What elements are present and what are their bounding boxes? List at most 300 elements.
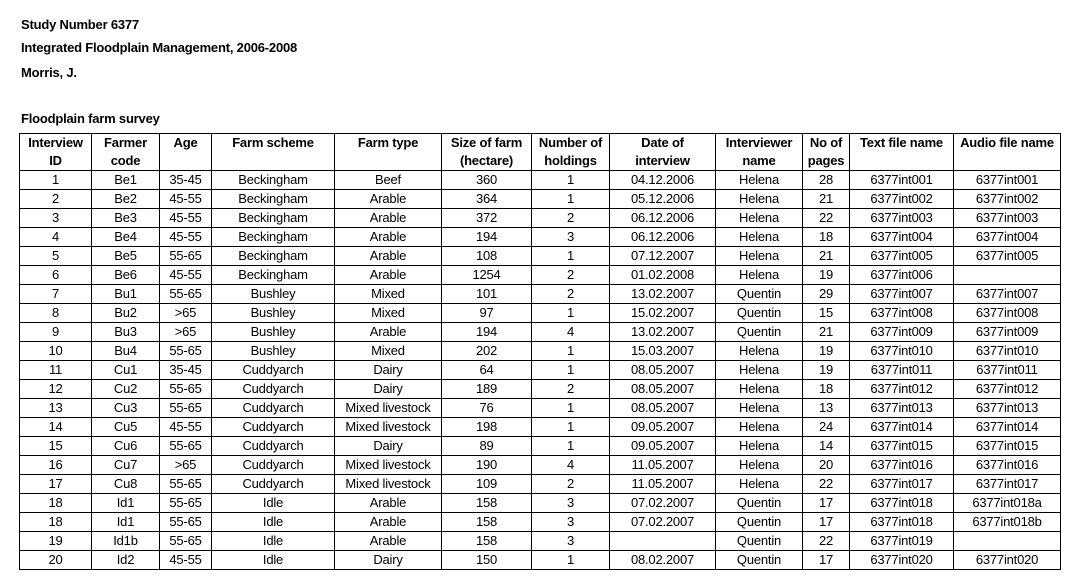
- cell-farm-scheme: Cuddyarch: [212, 418, 335, 437]
- cell-pages: 15: [803, 304, 850, 323]
- cell-audio-file-name: 6377int016: [954, 456, 1061, 475]
- cell-age: 55-65: [160, 494, 212, 513]
- cell-text-file-name: 6377int016: [850, 456, 954, 475]
- cell-farm-type: Beef: [335, 171, 442, 190]
- cell-farm-type: Arable: [335, 513, 442, 532]
- cell-farm-size: 101: [442, 285, 532, 304]
- cell-interview-date: 13.02.2007: [610, 285, 716, 304]
- cell-audio-file-name: 6377int008: [954, 304, 1061, 323]
- cell-farm-type: Mixed livestock: [335, 399, 442, 418]
- cell-interviewer-name: Helena: [716, 209, 803, 228]
- cell-interview-id: 13: [20, 399, 92, 418]
- cell-interview-date: 15.02.2007: [610, 304, 716, 323]
- cell-text-file-name: 6377int008: [850, 304, 954, 323]
- table-row: [20, 399, 1061, 418]
- table-row: [20, 437, 1061, 456]
- cell-farm-size: 202: [442, 342, 532, 361]
- column-header-interview-id: [20, 134, 92, 171]
- cell-holdings: 4: [532, 323, 610, 342]
- cell-farmer-code: Id1: [92, 513, 160, 532]
- column-header-line-1: Farm scheme: [232, 135, 314, 150]
- cell-farm-scheme: Bushley: [212, 323, 335, 342]
- column-header-line-1: No of: [809, 135, 843, 150]
- column-header-line-2: code: [110, 153, 141, 168]
- cell-interviewer-name: Quentin: [716, 285, 803, 304]
- cell-pages: 24: [803, 418, 850, 437]
- cell-interview-date: 11.05.2007: [610, 456, 716, 475]
- table-header-row: [20, 134, 1061, 171]
- cell-farm-scheme: Idle: [212, 513, 335, 532]
- cell-farmer-code: Cu8: [92, 475, 160, 494]
- cell-farm-scheme: Cuddyarch: [212, 380, 335, 399]
- cell-interviewer-name: Helena: [716, 342, 803, 361]
- cell-age: >65: [160, 323, 212, 342]
- column-header-text-file-name: [850, 134, 954, 171]
- cell-farm-type: Mixed livestock: [335, 475, 442, 494]
- cell-interview-id: 1: [20, 171, 92, 190]
- cell-farmer-code: Bu4: [92, 342, 160, 361]
- cell-interview-id: 19: [20, 532, 92, 551]
- table-row: [20, 342, 1061, 361]
- cell-interview-date: 09.05.2007: [610, 437, 716, 456]
- cell-holdings: 3: [532, 513, 610, 532]
- cell-age: 55-65: [160, 285, 212, 304]
- cell-farm-type: Mixed: [335, 304, 442, 323]
- table-row: [20, 380, 1061, 399]
- cell-pages: 21: [803, 190, 850, 209]
- cell-interviewer-name: Helena: [716, 266, 803, 285]
- cell-farm-scheme: Beckingham: [212, 209, 335, 228]
- cell-interview-date: 13.02.2007: [610, 323, 716, 342]
- cell-farm-size: 158: [442, 513, 532, 532]
- cell-text-file-name: 6377int006: [850, 266, 954, 285]
- column-header-line-2: [956, 152, 1058, 170]
- cell-age: 55-65: [160, 399, 212, 418]
- cell-interview-date: 07.12.2007: [610, 247, 716, 266]
- cell-interviewer-name: Quentin: [716, 323, 803, 342]
- cell-text-file-name: 6377int007: [850, 285, 954, 304]
- cell-interview-id: 17: [20, 475, 92, 494]
- cell-pages: 21: [803, 323, 850, 342]
- cell-interviewer-name: Quentin: [716, 532, 803, 551]
- cell-pages: 22: [803, 209, 850, 228]
- cell-interview-id: 14: [20, 418, 92, 437]
- cell-interview-date: 04.12.2006: [610, 171, 716, 190]
- cell-farm-size: 158: [442, 494, 532, 513]
- table-row: [20, 323, 1061, 342]
- cell-text-file-name: 6377int018: [850, 513, 954, 532]
- cell-farm-scheme: Idle: [212, 494, 335, 513]
- cell-age: 45-55: [160, 190, 212, 209]
- cell-text-file-name: 6377int004: [850, 228, 954, 247]
- study-number: Study Number 6377: [21, 17, 139, 32]
- cell-age: 55-65: [160, 380, 212, 399]
- cell-farm-size: 150: [442, 551, 532, 570]
- cell-audio-file-name: 6377int001: [954, 171, 1061, 190]
- cell-interviewer-name: Helena: [716, 475, 803, 494]
- column-header-line-1: Text file name: [860, 135, 943, 150]
- cell-farmer-code: Id1: [92, 494, 160, 513]
- column-header-line-2: [214, 152, 332, 170]
- cell-text-file-name: 6377int017: [850, 475, 954, 494]
- cell-age: 55-65: [160, 247, 212, 266]
- cell-farm-scheme: Cuddyarch: [212, 399, 335, 418]
- cell-interview-date: 08.05.2007: [610, 380, 716, 399]
- cell-holdings: 1: [532, 361, 610, 380]
- cell-farmer-code: Be2: [92, 190, 160, 209]
- cell-audio-file-name: 6377int015: [954, 437, 1061, 456]
- cell-text-file-name: 6377int015: [850, 437, 954, 456]
- cell-farmer-code: Cu3: [92, 399, 160, 418]
- study-author: Morris, J.: [21, 65, 77, 80]
- table-row: [20, 494, 1061, 513]
- cell-text-file-name: 6377int010: [850, 342, 954, 361]
- cell-audio-file-name: 6377int018b: [954, 513, 1061, 532]
- cell-text-file-name: 6377int005: [850, 247, 954, 266]
- table-row: [20, 247, 1061, 266]
- column-header-line-1: Farmer: [104, 135, 147, 150]
- cell-farm-type: Arable: [335, 190, 442, 209]
- column-header-farmer-code: [92, 134, 160, 171]
- cell-farmer-code: Cu7: [92, 456, 160, 475]
- column-header-farm-size: [442, 134, 532, 171]
- cell-farmer-code: Cu5: [92, 418, 160, 437]
- column-header-line-2: name: [742, 153, 776, 168]
- cell-farm-size: 64: [442, 361, 532, 380]
- cell-interview-id: 12: [20, 380, 92, 399]
- farm-survey-table: [19, 133, 1061, 570]
- cell-age: 55-65: [160, 437, 212, 456]
- cell-interview-id: 15: [20, 437, 92, 456]
- cell-farm-scheme: Cuddyarch: [212, 361, 335, 380]
- cell-interview-id: 4: [20, 228, 92, 247]
- column-header-interviewer-name: [716, 134, 803, 171]
- cell-interview-date: 07.02.2007: [610, 513, 716, 532]
- cell-pages: 17: [803, 494, 850, 513]
- column-header-holdings: [532, 134, 610, 171]
- cell-interview-id: 18: [20, 513, 92, 532]
- cell-pages: 22: [803, 532, 850, 551]
- study-title: Integrated Floodplain Management, 2006-2008: [21, 40, 298, 55]
- cell-farm-size: 158: [442, 532, 532, 551]
- cell-holdings: 1: [532, 171, 610, 190]
- column-header-line-1: Interview: [28, 135, 83, 150]
- cell-farm-size: 360: [442, 171, 532, 190]
- cell-farm-type: Arable: [335, 228, 442, 247]
- cell-age: 55-65: [160, 475, 212, 494]
- cell-farmer-code: Be6: [92, 266, 160, 285]
- cell-farmer-code: Bu2: [92, 304, 160, 323]
- cell-age: 55-65: [160, 342, 212, 361]
- cell-audio-file-name: 6377int003: [954, 209, 1061, 228]
- cell-interview-id: 6: [20, 266, 92, 285]
- table-row: [20, 171, 1061, 190]
- cell-farm-type: Mixed livestock: [335, 456, 442, 475]
- cell-holdings: 3: [532, 532, 610, 551]
- column-header-farm-scheme: [212, 134, 335, 171]
- cell-farm-scheme: Cuddyarch: [212, 475, 335, 494]
- cell-interviewer-name: Helena: [716, 380, 803, 399]
- cell-farm-type: Arable: [335, 494, 442, 513]
- cell-pages: 22: [803, 475, 850, 494]
- cell-audio-file-name: 6377int005: [954, 247, 1061, 266]
- cell-audio-file-name: 6377int014: [954, 418, 1061, 437]
- cell-pages: 18: [803, 380, 850, 399]
- cell-interviewer-name: Helena: [716, 247, 803, 266]
- cell-pages: 19: [803, 342, 850, 361]
- table-row: [20, 418, 1061, 437]
- column-header-line-1: Farm type: [357, 135, 419, 150]
- cell-interview-id: 11: [20, 361, 92, 380]
- table-row: [20, 285, 1061, 304]
- cell-interviewer-name: Helena: [716, 437, 803, 456]
- cell-age: 45-55: [160, 551, 212, 570]
- cell-pages: 13: [803, 399, 850, 418]
- cell-farm-type: Arable: [335, 247, 442, 266]
- column-header-farm-type: [335, 134, 442, 171]
- cell-audio-file-name: [954, 532, 1061, 551]
- cell-farm-scheme: Cuddyarch: [212, 437, 335, 456]
- column-header-line-1: Size of farm: [450, 135, 523, 150]
- cell-farm-size: 190: [442, 456, 532, 475]
- cell-farm-size: 76: [442, 399, 532, 418]
- cell-interview-id: 9: [20, 323, 92, 342]
- table-row: [20, 361, 1061, 380]
- cell-farmer-code: Id2: [92, 551, 160, 570]
- cell-farmer-code: Be4: [92, 228, 160, 247]
- cell-farm-scheme: Idle: [212, 551, 335, 570]
- cell-farm-scheme: Beckingham: [212, 190, 335, 209]
- cell-audio-file-name: 6377int017: [954, 475, 1061, 494]
- column-header-line-1: Audio file name: [960, 135, 1054, 150]
- cell-farm-size: 194: [442, 228, 532, 247]
- cell-age: 45-55: [160, 209, 212, 228]
- cell-interview-id: 20: [20, 551, 92, 570]
- cell-holdings: 1: [532, 399, 610, 418]
- cell-farmer-code: Cu6: [92, 437, 160, 456]
- cell-pages: 28: [803, 171, 850, 190]
- cell-audio-file-name: 6377int009: [954, 323, 1061, 342]
- cell-farm-scheme: Beckingham: [212, 228, 335, 247]
- cell-farmer-code: Be1: [92, 171, 160, 190]
- cell-holdings: 1: [532, 247, 610, 266]
- column-header-line-2: interview: [635, 153, 690, 168]
- column-header-line-1: Interviewer: [725, 135, 793, 150]
- cell-farm-type: Mixed livestock: [335, 418, 442, 437]
- cell-interview-date: 06.12.2006: [610, 209, 716, 228]
- cell-pages: 29: [803, 285, 850, 304]
- column-header-line-2: holdings: [544, 153, 597, 168]
- cell-text-file-name: 6377int018: [850, 494, 954, 513]
- cell-farm-scheme: Bushley: [212, 304, 335, 323]
- column-header-line-2: (hectare): [459, 153, 514, 168]
- column-header-age: [160, 134, 212, 171]
- cell-farmer-code: Be5: [92, 247, 160, 266]
- table-row: [20, 190, 1061, 209]
- cell-farm-size: 97: [442, 304, 532, 323]
- cell-text-file-name: 6377int001: [850, 171, 954, 190]
- cell-pages: 19: [803, 266, 850, 285]
- cell-pages: 14: [803, 437, 850, 456]
- cell-farm-scheme: Beckingham: [212, 171, 335, 190]
- column-header-interview-date: [610, 134, 716, 171]
- cell-interview-date: [610, 532, 716, 551]
- cell-farm-size: 108: [442, 247, 532, 266]
- cell-farm-size: 194: [442, 323, 532, 342]
- cell-audio-file-name: 6377int004: [954, 228, 1061, 247]
- cell-farm-type: Dairy: [335, 361, 442, 380]
- cell-interview-date: 07.02.2007: [610, 494, 716, 513]
- cell-farm-type: Dairy: [335, 551, 442, 570]
- cell-interviewer-name: Helena: [716, 361, 803, 380]
- cell-holdings: 1: [532, 190, 610, 209]
- cell-interview-date: 01.02.2008: [610, 266, 716, 285]
- cell-text-file-name: 6377int019: [850, 532, 954, 551]
- cell-farm-type: Mixed: [335, 342, 442, 361]
- cell-audio-file-name: 6377int018a: [954, 494, 1061, 513]
- cell-interview-date: 08.02.2007: [610, 551, 716, 570]
- cell-text-file-name: 6377int012: [850, 380, 954, 399]
- cell-age: 45-55: [160, 266, 212, 285]
- cell-farm-type: Dairy: [335, 437, 442, 456]
- cell-interviewer-name: Helena: [716, 171, 803, 190]
- cell-farm-size: 364: [442, 190, 532, 209]
- cell-holdings: 1: [532, 551, 610, 570]
- table-row: [20, 209, 1061, 228]
- cell-farm-size: 109: [442, 475, 532, 494]
- cell-interview-id: 10: [20, 342, 92, 361]
- cell-holdings: 2: [532, 475, 610, 494]
- cell-age: 55-65: [160, 532, 212, 551]
- cell-text-file-name: 6377int011: [850, 361, 954, 380]
- cell-farm-size: 198: [442, 418, 532, 437]
- cell-interview-date: 05.12.2006: [610, 190, 716, 209]
- cell-age: 45-55: [160, 228, 212, 247]
- column-header-line-2: ID: [49, 153, 62, 168]
- cell-holdings: 2: [532, 209, 610, 228]
- column-header-audio-file-name: [954, 134, 1061, 171]
- cell-pages: 19: [803, 361, 850, 380]
- cell-farm-scheme: Cuddyarch: [212, 456, 335, 475]
- cell-farmer-code: Be3: [92, 209, 160, 228]
- table-row: [20, 228, 1061, 247]
- cell-audio-file-name: 6377int010: [954, 342, 1061, 361]
- cell-farm-type: Arable: [335, 532, 442, 551]
- cell-farm-type: Mixed: [335, 285, 442, 304]
- cell-audio-file-name: 6377int020: [954, 551, 1061, 570]
- cell-interview-date: 15.03.2007: [610, 342, 716, 361]
- cell-holdings: 1: [532, 418, 610, 437]
- cell-interview-id: 8: [20, 304, 92, 323]
- cell-audio-file-name: 6377int011: [954, 361, 1061, 380]
- cell-farmer-code: Id1b: [92, 532, 160, 551]
- cell-holdings: 1: [532, 304, 610, 323]
- table-row: [20, 456, 1061, 475]
- cell-farm-type: Arable: [335, 209, 442, 228]
- table-row: [20, 513, 1061, 532]
- cell-interviewer-name: Quentin: [716, 304, 803, 323]
- cell-text-file-name: 6377int003: [850, 209, 954, 228]
- cell-holdings: 2: [532, 285, 610, 304]
- column-header-line-2: [337, 152, 439, 170]
- cell-text-file-name: 6377int014: [850, 418, 954, 437]
- column-header-line-2: [162, 152, 209, 170]
- cell-farmer-code: Cu2: [92, 380, 160, 399]
- table-body: [20, 171, 1061, 570]
- cell-age: 35-45: [160, 361, 212, 380]
- cell-interview-id: 18: [20, 494, 92, 513]
- cell-interviewer-name: Helena: [716, 399, 803, 418]
- cell-pages: 20: [803, 456, 850, 475]
- cell-audio-file-name: 6377int002: [954, 190, 1061, 209]
- cell-holdings: 4: [532, 456, 610, 475]
- cell-interview-date: 11.05.2007: [610, 475, 716, 494]
- cell-interviewer-name: Helena: [716, 418, 803, 437]
- cell-interviewer-name: Quentin: [716, 551, 803, 570]
- column-header-pages: [803, 134, 850, 171]
- cell-farm-scheme: Beckingham: [212, 247, 335, 266]
- column-header-line-2: pages: [807, 153, 845, 168]
- cell-farmer-code: Bu3: [92, 323, 160, 342]
- cell-farm-scheme: Bushley: [212, 285, 335, 304]
- cell-farmer-code: Cu1: [92, 361, 160, 380]
- cell-audio-file-name: 6377int012: [954, 380, 1061, 399]
- cell-interview-id: 5: [20, 247, 92, 266]
- cell-interviewer-name: Helena: [716, 228, 803, 247]
- cell-interviewer-name: Quentin: [716, 513, 803, 532]
- cell-age: >65: [160, 456, 212, 475]
- cell-farm-size: 89: [442, 437, 532, 456]
- column-header-line-2: [852, 152, 951, 170]
- cell-audio-file-name: [954, 266, 1061, 285]
- table-row: [20, 475, 1061, 494]
- cell-interview-date: 08.05.2007: [610, 361, 716, 380]
- cell-farm-type: Arable: [335, 266, 442, 285]
- cell-holdings: 3: [532, 228, 610, 247]
- cell-pages: 17: [803, 513, 850, 532]
- table-row: [20, 532, 1061, 551]
- cell-pages: 21: [803, 247, 850, 266]
- cell-text-file-name: 6377int013: [850, 399, 954, 418]
- cell-farm-scheme: Bushley: [212, 342, 335, 361]
- cell-farm-size: 372: [442, 209, 532, 228]
- cell-interview-id: 16: [20, 456, 92, 475]
- cell-holdings: 2: [532, 266, 610, 285]
- cell-age: 55-65: [160, 513, 212, 532]
- cell-interview-date: 08.05.2007: [610, 399, 716, 418]
- table-row: [20, 551, 1061, 570]
- cell-farmer-code: Bu1: [92, 285, 160, 304]
- cell-text-file-name: 6377int020: [850, 551, 954, 570]
- cell-farm-size: 1254: [442, 266, 532, 285]
- cell-audio-file-name: 6377int007: [954, 285, 1061, 304]
- column-header-line-1: Date of: [641, 135, 684, 150]
- cell-holdings: 1: [532, 437, 610, 456]
- cell-interviewer-name: Helena: [716, 190, 803, 209]
- cell-audio-file-name: 6377int013: [954, 399, 1061, 418]
- cell-interview-date: 09.05.2007: [610, 418, 716, 437]
- cell-holdings: 1: [532, 342, 610, 361]
- cell-interview-id: 3: [20, 209, 92, 228]
- cell-pages: 18: [803, 228, 850, 247]
- table-row: [20, 266, 1061, 285]
- table-caption: Floodplain farm survey: [21, 111, 160, 126]
- cell-interviewer-name: Quentin: [716, 494, 803, 513]
- cell-age: >65: [160, 304, 212, 323]
- cell-holdings: 3: [532, 494, 610, 513]
- cell-interview-id: 2: [20, 190, 92, 209]
- cell-farm-type: Arable: [335, 323, 442, 342]
